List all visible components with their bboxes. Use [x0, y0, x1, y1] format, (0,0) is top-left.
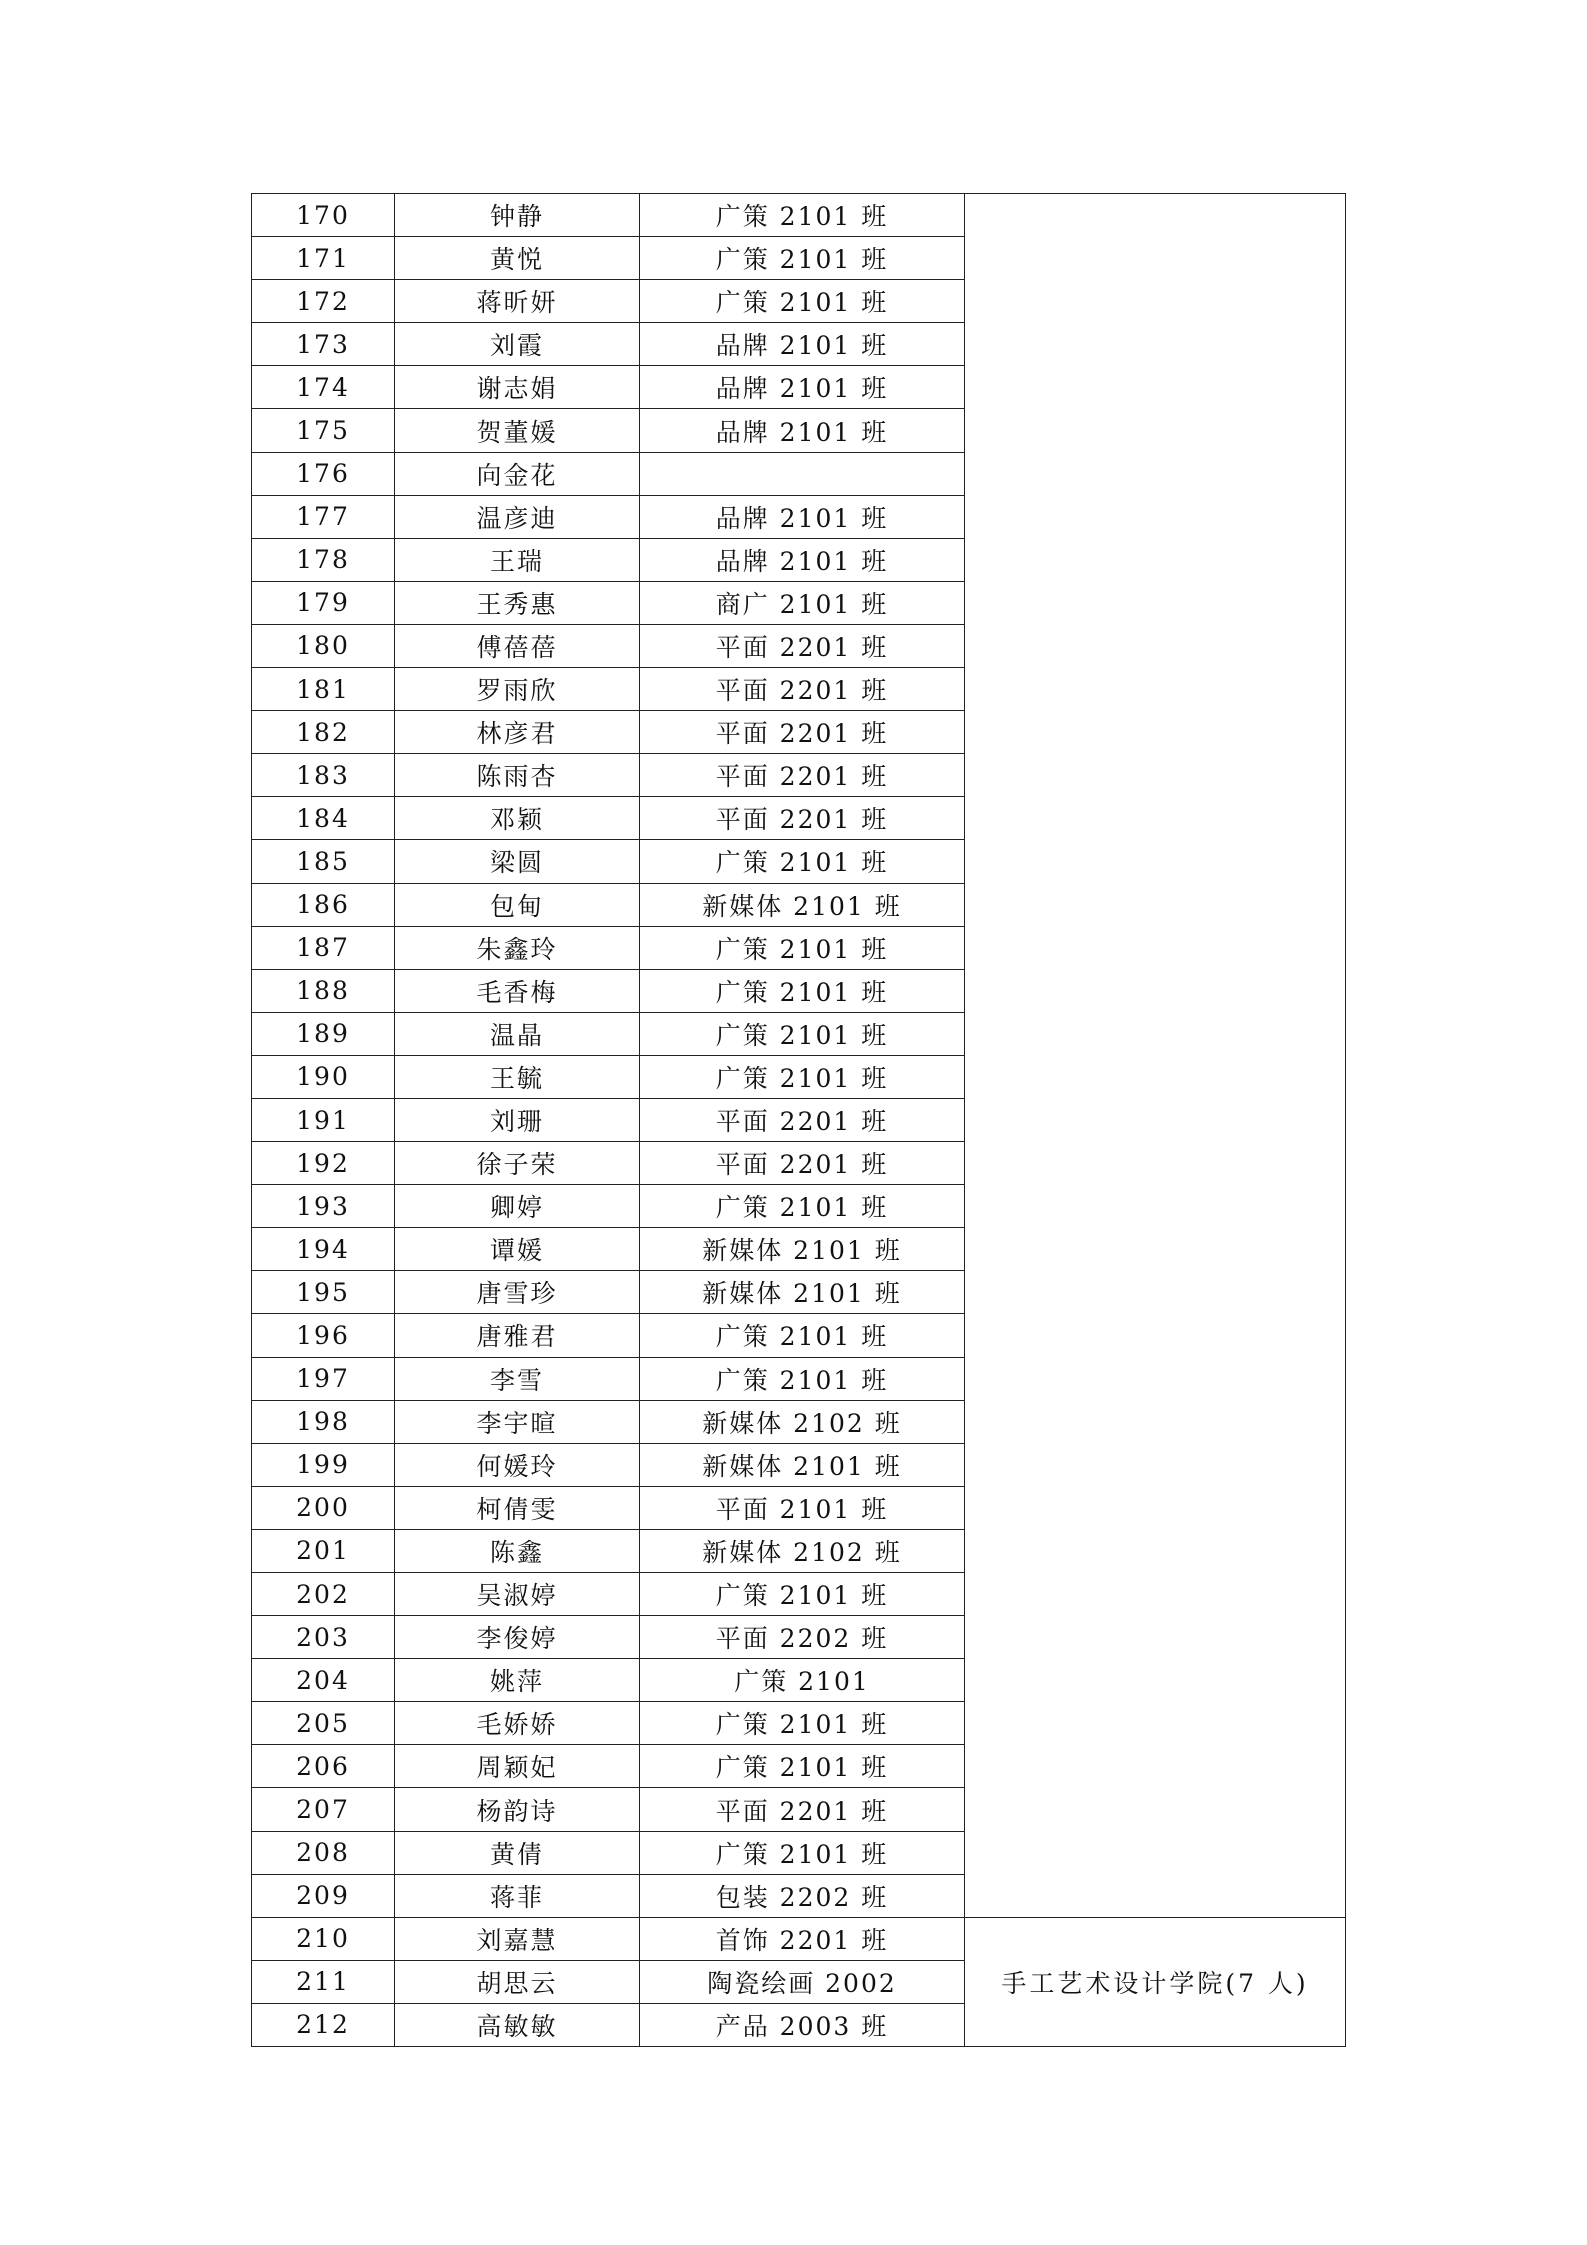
student-name: 王毓 [395, 1055, 640, 1098]
row-number: 208 [252, 1831, 395, 1874]
student-name: 陈鑫 [395, 1529, 640, 1572]
class-name: 广策 2101 班 [640, 840, 965, 883]
student-name: 梁圆 [395, 840, 640, 883]
table-row [252, 194, 1346, 237]
student-name: 杨韵诗 [395, 1788, 640, 1831]
class-name: 平面 2201 班 [640, 1098, 965, 1141]
student-name: 钟静 [395, 194, 640, 237]
student-name: 高敏敏 [395, 2003, 640, 2046]
row-number: 178 [252, 538, 395, 581]
student-name: 李雪 [395, 1357, 640, 1400]
student-name: 徐子荣 [395, 1142, 640, 1185]
row-number: 175 [252, 409, 395, 452]
student-name: 谢志娟 [395, 366, 640, 409]
row-number: 192 [252, 1142, 395, 1185]
class-name: 广策 2101 班 [640, 1573, 965, 1616]
student-name: 王秀惠 [395, 581, 640, 624]
row-number: 182 [252, 711, 395, 754]
class-name: 品牌 2101 班 [640, 323, 965, 366]
row-number: 211 [252, 1960, 395, 2003]
class-name: 品牌 2101 班 [640, 538, 965, 581]
class-name: 新媒体 2102 班 [640, 1400, 965, 1443]
row-number: 193 [252, 1185, 395, 1228]
class-name: 广策 2101 班 [640, 926, 965, 969]
class-name: 新媒体 2101 班 [640, 1443, 965, 1486]
class-name: 新媒体 2102 班 [640, 1529, 965, 1572]
row-number: 185 [252, 840, 395, 883]
class-name: 广策 2101 班 [640, 1055, 965, 1098]
class-name: 陶瓷绘画 2002 [640, 1960, 965, 2003]
class-name: 平面 2201 班 [640, 1788, 965, 1831]
student-name: 贺董媛 [395, 409, 640, 452]
student-name: 傅蓓蓓 [395, 624, 640, 667]
row-number: 171 [252, 237, 395, 280]
row-number: 196 [252, 1314, 395, 1357]
class-name: 广策 2101 班 [640, 969, 965, 1012]
row-number: 190 [252, 1055, 395, 1098]
student-name: 蒋昕妍 [395, 280, 640, 323]
student-name: 毛香梅 [395, 969, 640, 1012]
row-number: 194 [252, 1228, 395, 1271]
class-name: 广策 2101 班 [640, 1185, 965, 1228]
student-name: 谭媛 [395, 1228, 640, 1271]
student-name: 李俊婷 [395, 1616, 640, 1659]
row-number: 191 [252, 1098, 395, 1141]
student-name: 何媛玲 [395, 1443, 640, 1486]
row-number: 181 [252, 668, 395, 711]
student-name: 向金花 [395, 452, 640, 495]
student-name: 王瑞 [395, 538, 640, 581]
class-name: 新媒体 2101 班 [640, 1228, 965, 1271]
row-number: 176 [252, 452, 395, 495]
student-name: 陈雨杏 [395, 754, 640, 797]
class-name [640, 452, 965, 495]
student-name: 李宇暄 [395, 1400, 640, 1443]
class-name: 广策 2101 班 [640, 280, 965, 323]
student-name: 刘嘉慧 [395, 1917, 640, 1960]
row-number: 198 [252, 1400, 395, 1443]
row-number: 187 [252, 926, 395, 969]
class-name: 广策 2101 班 [640, 1831, 965, 1874]
class-name: 平面 2101 班 [640, 1486, 965, 1529]
class-name: 广策 2101 班 [640, 237, 965, 280]
student-name: 林彦君 [395, 711, 640, 754]
row-number: 206 [252, 1745, 395, 1788]
department-cell: 手工艺术设计学院(7 人) [965, 1917, 1346, 2046]
class-name: 广策 2101 [640, 1659, 965, 1702]
table-body [252, 194, 1346, 2047]
class-name: 包装 2202 班 [640, 1874, 965, 1917]
row-number: 203 [252, 1616, 395, 1659]
row-number: 179 [252, 581, 395, 624]
student-name: 温彦迪 [395, 495, 640, 538]
class-name: 广策 2101 班 [640, 1357, 965, 1400]
class-name: 广策 2101 班 [640, 1012, 965, 1055]
class-name: 品牌 2101 班 [640, 409, 965, 452]
class-name: 平面 2201 班 [640, 668, 965, 711]
class-name: 平面 2201 班 [640, 624, 965, 667]
class-name: 产品 2003 班 [640, 2003, 965, 2046]
student-name: 周颖妃 [395, 1745, 640, 1788]
class-name: 新媒体 2101 班 [640, 883, 965, 926]
student-name: 黄倩 [395, 1831, 640, 1874]
student-name: 蒋菲 [395, 1874, 640, 1917]
row-number: 170 [252, 194, 395, 237]
class-name: 广策 2101 班 [640, 1314, 965, 1357]
row-number: 200 [252, 1486, 395, 1529]
student-name: 包甸 [395, 883, 640, 926]
class-name: 广策 2101 班 [640, 1745, 965, 1788]
row-number: 189 [252, 1012, 395, 1055]
student-name: 唐雪珍 [395, 1271, 640, 1314]
row-number: 201 [252, 1529, 395, 1572]
row-number: 209 [252, 1874, 395, 1917]
student-name: 吴淑婷 [395, 1573, 640, 1616]
row-number: 172 [252, 280, 395, 323]
student-name: 姚萍 [395, 1659, 640, 1702]
row-number: 205 [252, 1702, 395, 1745]
class-name: 平面 2201 班 [640, 797, 965, 840]
row-number: 188 [252, 969, 395, 1012]
class-name: 广策 2101 班 [640, 1702, 965, 1745]
student-name: 胡思云 [395, 1960, 640, 2003]
student-name: 邓颖 [395, 797, 640, 840]
row-number: 180 [252, 624, 395, 667]
student-name: 温晶 [395, 1012, 640, 1055]
class-name: 品牌 2101 班 [640, 366, 965, 409]
student-name: 罗雨欣 [395, 668, 640, 711]
class-name: 平面 2201 班 [640, 754, 965, 797]
student-name: 卿婷 [395, 1185, 640, 1228]
row-number: 183 [252, 754, 395, 797]
student-name: 黄悦 [395, 237, 640, 280]
student-name: 刘霞 [395, 323, 640, 366]
student-name: 毛娇娇 [395, 1702, 640, 1745]
row-number: 186 [252, 883, 395, 926]
row-number: 195 [252, 1271, 395, 1314]
row-number: 204 [252, 1659, 395, 1702]
department-cell [965, 194, 1346, 1918]
row-number: 184 [252, 797, 395, 840]
row-number: 199 [252, 1443, 395, 1486]
row-number: 197 [252, 1357, 395, 1400]
class-name: 商广 2101 班 [640, 581, 965, 624]
row-number: 174 [252, 366, 395, 409]
row-number: 207 [252, 1788, 395, 1831]
table-row [252, 1917, 1346, 1960]
student-name: 柯倩雯 [395, 1486, 640, 1529]
class-name: 新媒体 2101 班 [640, 1271, 965, 1314]
class-name: 平面 2201 班 [640, 1142, 965, 1185]
class-name: 平面 2202 班 [640, 1616, 965, 1659]
row-number: 212 [252, 2003, 395, 2046]
row-number: 210 [252, 1917, 395, 1960]
student-name: 唐雅君 [395, 1314, 640, 1357]
row-number: 202 [252, 1573, 395, 1616]
row-number: 177 [252, 495, 395, 538]
class-name: 广策 2101 班 [640, 194, 965, 237]
student-name: 刘珊 [395, 1098, 640, 1141]
class-name: 品牌 2101 班 [640, 495, 965, 538]
class-name: 首饰 2201 班 [640, 1917, 965, 1960]
student-list-table [251, 193, 1346, 2047]
class-name: 平面 2201 班 [640, 711, 965, 754]
row-number: 173 [252, 323, 395, 366]
student-name: 朱鑫玲 [395, 926, 640, 969]
